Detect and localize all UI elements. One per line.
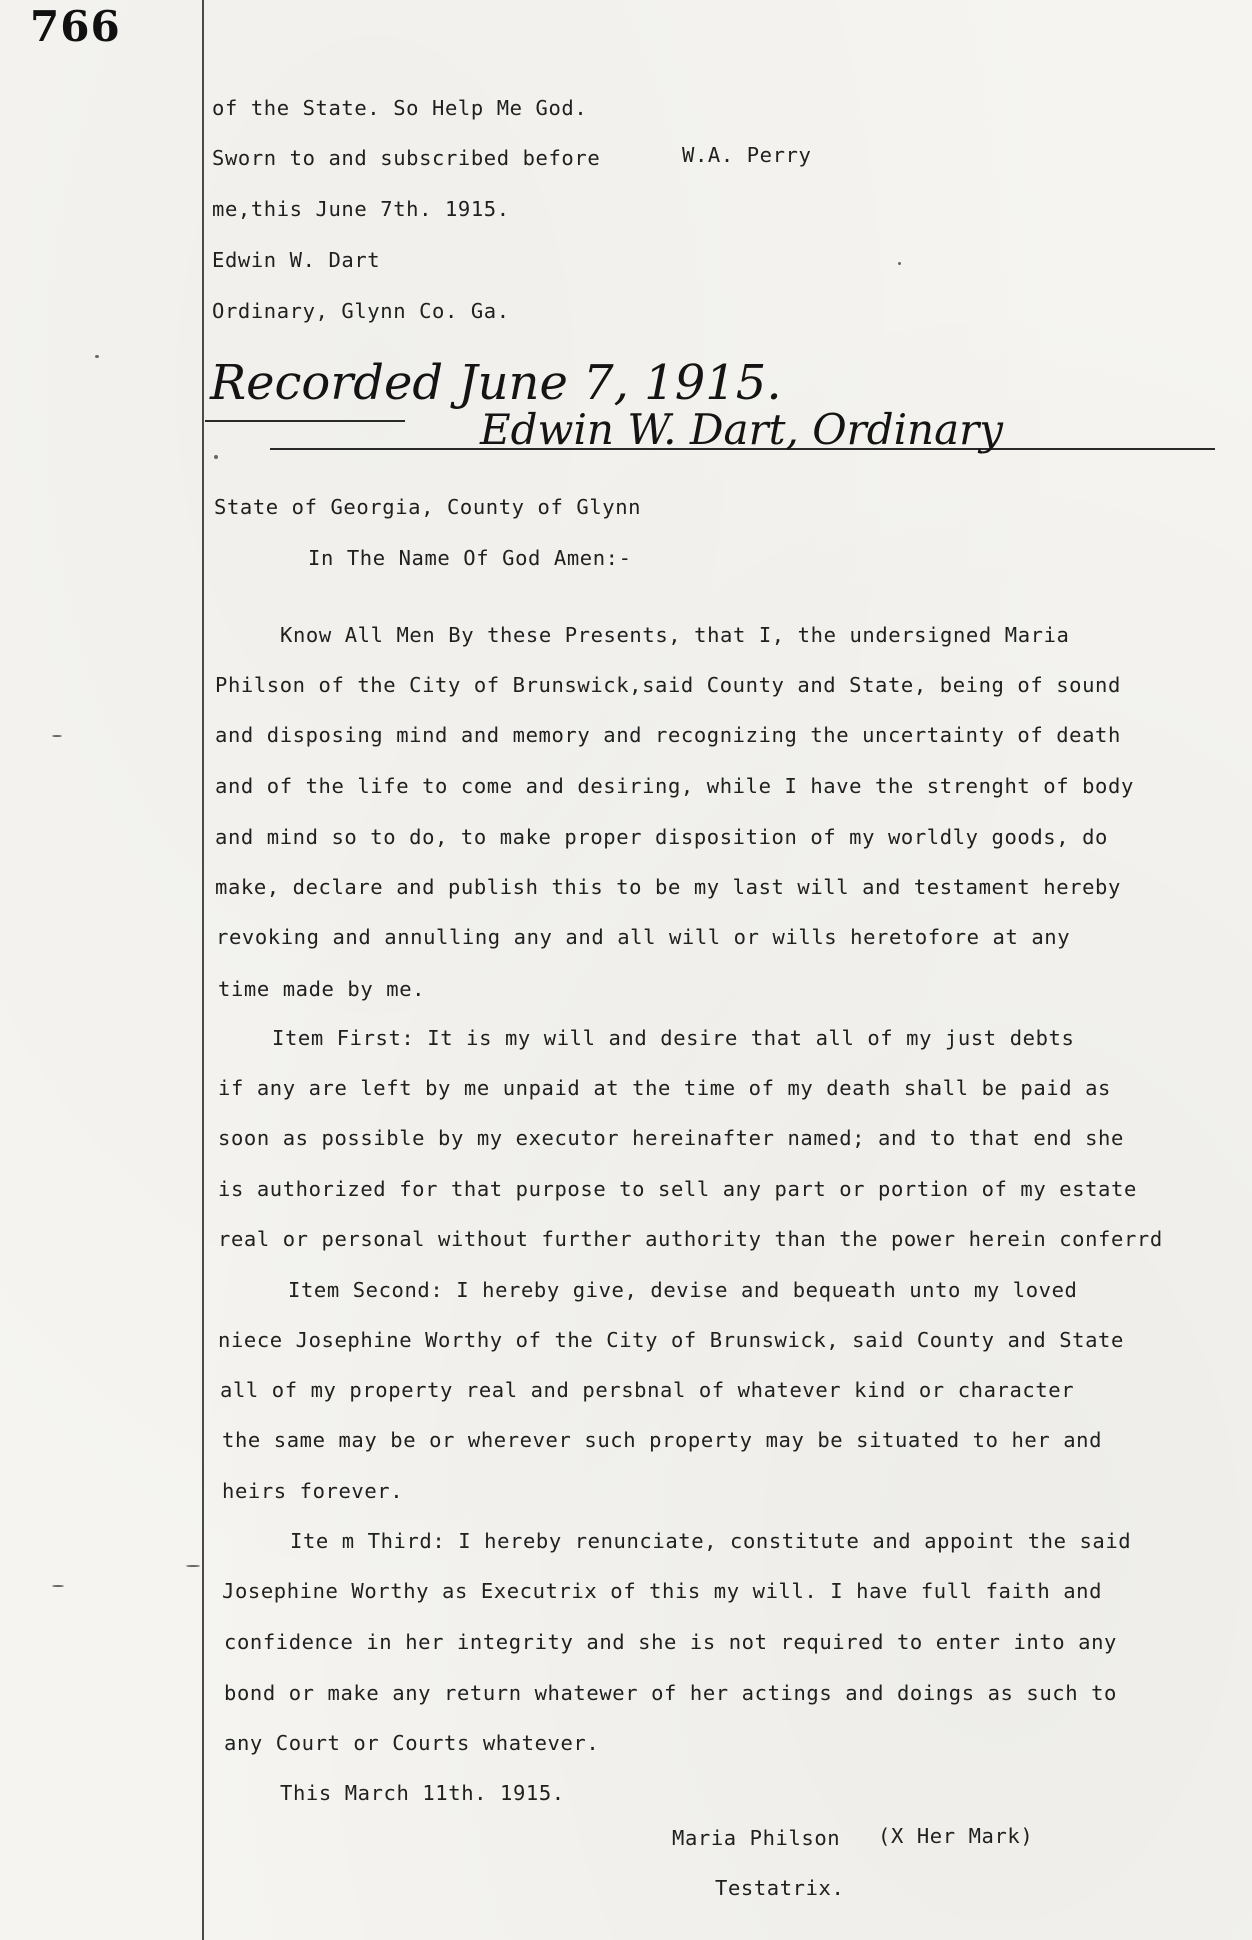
execution-date: This March 11th. 1915. [280, 1781, 565, 1805]
body-line: and of the life to come and desiring, while I have the strenght of body [215, 774, 1134, 798]
body-line: real or personal without further authority than the power herein conferrd [218, 1227, 1163, 1251]
oath-line: Sworn to and subscribed before [212, 146, 601, 170]
scan-speck [186, 1565, 200, 1567]
body-line: all of my property real and persbnal of whatever kind or character [220, 1378, 1075, 1402]
oath-signer: W.A. Perry [682, 143, 812, 167]
body-line: time made by me. [218, 977, 426, 1001]
oath-line: Ordinary, Glynn Co. Ga. [212, 299, 510, 323]
body-line: Know All Men By these Presents, that I, the undersigned Maria [280, 623, 1070, 647]
body-line: the same may be or wherever such property may be situated to her and [222, 1428, 1103, 1452]
testator-title: Testatrix. [715, 1876, 845, 1900]
scan-speck [52, 735, 62, 737]
body-line: bond or make any return whatewer of her actings and doings as such to [224, 1681, 1118, 1705]
body-line: is authorized for that purpose to sell any part or portion of my estate [218, 1177, 1137, 1201]
invocation-heading: In The Name Of God Amen:- [308, 546, 632, 570]
body-line: heirs forever. [222, 1479, 404, 1503]
body-line: Philson of the City of Brunswick,said County and State, being of sound [215, 673, 1121, 697]
page-number: 766 [30, 2, 121, 51]
body-line: Josephine Worthy as Executrix of this my will. I have full faith and [222, 1579, 1103, 1603]
recorded-stamp-line1: Recorded June 7, 1915. [210, 355, 782, 411]
state-county-heading: State of Georgia, County of Glynn [214, 495, 642, 519]
scan-speck [52, 1585, 64, 1587]
margin-rule [202, 0, 204, 1940]
oath-line: Edwin W. Dart [212, 248, 381, 272]
body-line: soon as possible by my executor hereinafter named; and to that end she [218, 1126, 1124, 1150]
body-line: and mind so to do, to make proper disposition of my worldly goods, do [215, 825, 1109, 849]
recorded-stamp-line2: Edwin W. Dart, Ordinary [480, 405, 1003, 454]
body-line: and disposing mind and memory and recognizing the uncertainty of death [215, 723, 1121, 747]
oath-line: me,this June 7th. 1915. [212, 197, 510, 221]
body-line: niece Josephine Worthy of the City of Brunswick, said County and State [218, 1328, 1124, 1352]
body-line: if any are left by me unpaid at the time of my death shall be paid as [218, 1076, 1112, 1100]
scan-speck [214, 455, 218, 459]
scan-speck [898, 262, 901, 265]
body-line: Item First: It is my will and desire that all of my just debts [272, 1026, 1075, 1050]
body-line: Item Second: I hereby give, devise and bequeath unto my loved [288, 1278, 1078, 1302]
body-line: confidence in her integrity and she is not required to enter into any [224, 1630, 1118, 1654]
body-line: Ite m Third: I hereby renunciate, constitute and appoint the said [290, 1529, 1132, 1553]
testator-name: Maria Philson [672, 1826, 841, 1850]
body-line: make, declare and publish this to be my last will and testament hereby [215, 875, 1121, 899]
scan-speck [95, 355, 99, 358]
body-line: revoking and annulling any and all will or wills heretofore at any [216, 925, 1071, 949]
body-line: any Court or Courts whatever. [224, 1731, 600, 1755]
testator-mark: (X Her Mark) [878, 1824, 1034, 1848]
recorded-underline-left [205, 420, 405, 422]
oath-line: of the State. So Help Me God. [212, 96, 588, 120]
